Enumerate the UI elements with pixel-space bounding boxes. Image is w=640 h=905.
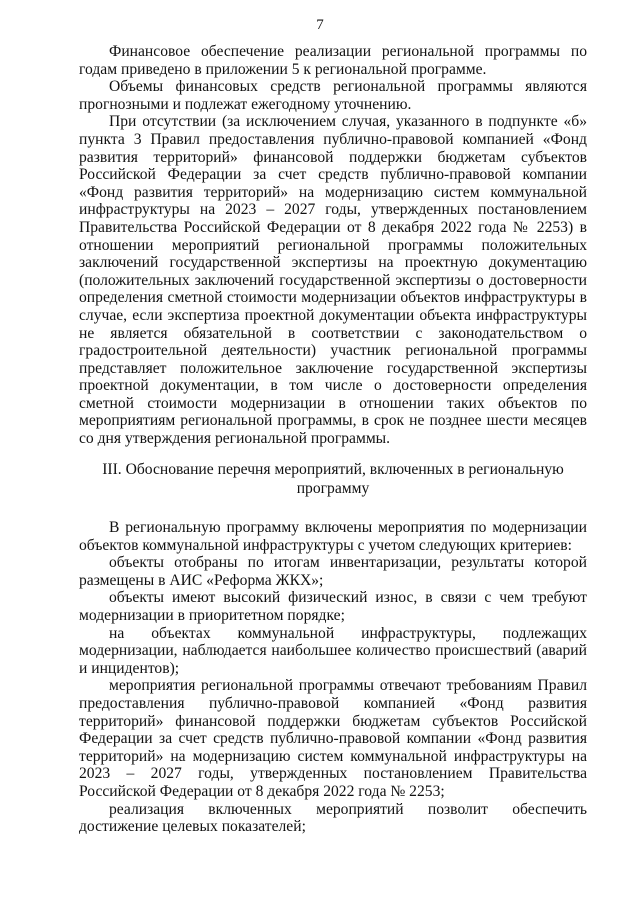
paragraph-criterion-targets: реализация включенных мероприятий позволит обеспечить достижение целевых показателей; — [79, 800, 587, 836]
paragraph-financing-volumes: Объемы финансовых средств региональной программы являются прогнозными и подлежат ежегодному уточнению. — [79, 78, 587, 113]
paragraph-criterion-rules: мероприятия региональной программы отвечают требованиям Правил предоставления публично-правовой компанией «Фонд развития территорий» финансовой поддержки бюджетам субъектов Российской Федерации за счет средств публично-правовой компании «Фонд развития территорий» на модернизацию систем коммунальной инфраструктуры на 2023 – 2027 годы, утвержденных постановлением Правительства Российской Федерации от 8 декабря 2022 года № 2253; — [79, 677, 587, 800]
criteria-section-text — [79, 519, 587, 836]
paragraph-criteria-intro: В региональную программу включены мероприятия по модернизации объектов коммунальной инфраструктуры с учетом следующих критериев: — [79, 519, 587, 554]
page-number: 7 — [316, 17, 324, 33]
section-heading-iii — [79, 460, 587, 498]
section-heading-line-2: программу — [296, 480, 370, 497]
paragraph-criterion-incidents: на объектах коммунальной инфраструктуры, подлежащих модернизации, наблюдается наибольшее количество происшествий (аварий и инцидентов); — [79, 624, 587, 677]
paragraph-criterion-wear: объекты имеют высокий физический износ, в связи с чем требуют модернизации в приоритетном порядке; — [79, 589, 587, 624]
paragraph-criterion-inventory: объекты отобраны по итогам инвентаризации, результаты которой размещены в АИС «Реформа ЖКХ»; — [79, 554, 587, 589]
financing-section-text — [79, 43, 587, 448]
paragraph-state-expertise: При отсутствии (за исключением случая, указанного в подпункте «б» пункта 3 Правил предоставления публично-правовой компанией «Фонд развития территорий» финансовой поддержки бюджетам субъектов Российской Федерации за счет средств публично-правовой компании «Фонд развития территорий» на модернизацию систем коммунальной инфраструктуры на 2023 – 2027 годы, утвержденных постановлением Правительства Российской Федерации от 8 декабря 2022 года № 2253) в отношении мероприятий региональной программы положительных заключений государственной экспертизы на проектную документацию (положительных заключений государственной экспертизы о достоверности определения сметной стоимости модернизации объектов инфраструктуры в случае, если экспертиза проектной документации объекта инфраструктуры не является обязательной в соответствии с законодательством о градостроительной деятельности) участник региональной программы представляет положительное заключение государственной экспертизы проектной документации, в том числе о достоверности определения сметной стоимости модернизации в отношении таких объектов по мероприятиям региональной программы, в срок не позднее шести месяцев со дня утверждения региональной программы. — [79, 113, 587, 448]
section-heading-line-1: III. Обоснование перечня мероприятий, включенных в региональную — [102, 461, 564, 478]
paragraph-financing-appendix: Финансовое обеспечение реализации региональной программы по годам приведено в приложении 5 к региональной программе. — [79, 43, 587, 78]
